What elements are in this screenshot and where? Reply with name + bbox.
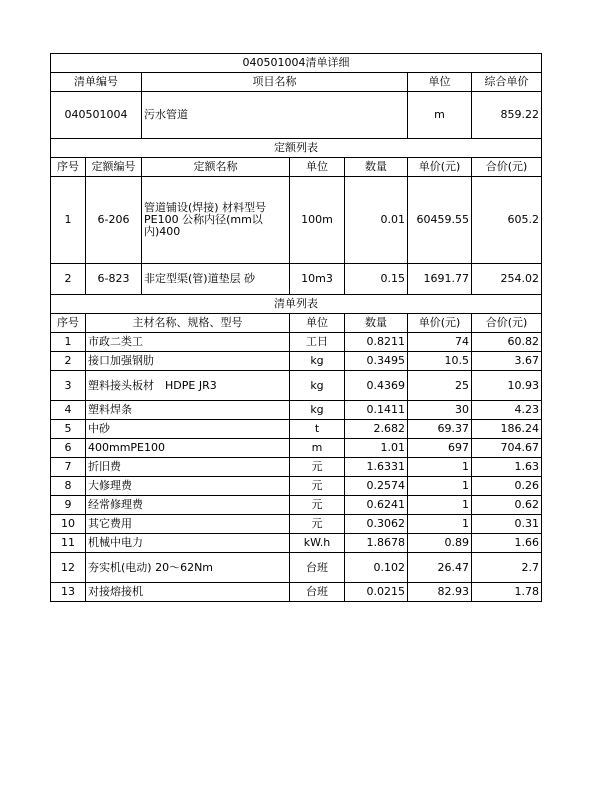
material-name: 400mmPE100 — [86, 439, 290, 458]
material-name: 接口加强钢肋 — [86, 352, 290, 371]
material-unit-price: 69.37 — [408, 420, 472, 439]
material-qty: 0.2574 — [345, 477, 408, 496]
material-qty: 0.102 — [345, 553, 408, 583]
material-unit-price: 1 — [408, 477, 472, 496]
project-name: 污水管道 — [142, 92, 408, 139]
quota-header-qty: 数量 — [345, 158, 408, 177]
material-total: 0.26 — [472, 477, 542, 496]
material-header-name: 主材名称、规格、型号 — [86, 314, 290, 333]
material-unit-price: 30 — [408, 401, 472, 420]
material-header-no: 序号 — [51, 314, 86, 333]
header-bill-code: 清单编号 — [51, 73, 142, 92]
material-no: 12 — [51, 553, 86, 583]
material-unit-price: 1 — [408, 496, 472, 515]
material-row — [51, 534, 542, 553]
quota-header-no: 序号 — [51, 158, 86, 177]
material-no: 9 — [51, 496, 86, 515]
material-header-qty: 数量 — [345, 314, 408, 333]
material-unit: 元 — [290, 458, 345, 477]
quota-no: 2 — [51, 264, 86, 295]
quota-unit-price: 1691.77 — [408, 264, 472, 295]
material-qty: 1.6331 — [345, 458, 408, 477]
quota-header-code: 定额编号 — [86, 158, 142, 177]
material-name: 大修理费 — [86, 477, 290, 496]
material-section-row — [51, 295, 542, 314]
material-no: 11 — [51, 534, 86, 553]
quota-code: 6-823 — [86, 264, 142, 295]
quota-row — [51, 264, 542, 295]
summary-header-row — [51, 73, 542, 92]
material-name: 中砂 — [86, 420, 290, 439]
summary-row — [51, 92, 542, 139]
material-row — [51, 333, 542, 352]
material-header-row — [51, 314, 542, 333]
title-row — [51, 54, 542, 73]
material-unit: 工日 — [290, 333, 345, 352]
bill-unit: m — [408, 92, 472, 139]
quota-no: 1 — [51, 177, 86, 264]
bill-code: 040501004 — [51, 92, 142, 139]
table-title: 040501004清单详细 — [51, 54, 542, 73]
material-no: 4 — [51, 401, 86, 420]
material-total: 704.67 — [472, 439, 542, 458]
material-total: 3.67 — [472, 352, 542, 371]
material-qty: 0.8211 — [345, 333, 408, 352]
material-total: 1.66 — [472, 534, 542, 553]
material-no: 10 — [51, 515, 86, 534]
material-no: 1 — [51, 333, 86, 352]
material-row — [51, 352, 542, 371]
material-total: 2.7 — [472, 553, 542, 583]
bill-detail-table — [50, 53, 542, 602]
material-qty: 0.1411 — [345, 401, 408, 420]
quota-total: 254.02 — [472, 264, 542, 295]
material-total: 186.24 — [472, 420, 542, 439]
material-name: 其它费用 — [86, 515, 290, 534]
material-unit: 台班 — [290, 553, 345, 583]
material-row — [51, 458, 542, 477]
material-no: 7 — [51, 458, 86, 477]
material-name: 对接熔接机 — [86, 583, 290, 602]
quota-code: 6-206 — [86, 177, 142, 264]
material-qty: 1.01 — [345, 439, 408, 458]
material-row — [51, 515, 542, 534]
quota-header-row — [51, 158, 542, 177]
material-row — [51, 439, 542, 458]
quota-row — [51, 177, 542, 264]
material-unit-price: 74 — [408, 333, 472, 352]
quota-unit: 10m3 — [290, 264, 345, 295]
material-section-title: 清单列表 — [51, 295, 542, 314]
material-row — [51, 496, 542, 515]
material-no: 5 — [51, 420, 86, 439]
material-row — [51, 371, 542, 401]
material-qty: 0.3495 — [345, 352, 408, 371]
material-unit: kg — [290, 352, 345, 371]
material-row — [51, 477, 542, 496]
material-total: 1.63 — [472, 458, 542, 477]
material-total: 0.62 — [472, 496, 542, 515]
material-row — [51, 420, 542, 439]
header-unit: 单位 — [408, 73, 472, 92]
material-total: 1.78 — [472, 583, 542, 602]
quota-name: 非定型渠(管)道垫层 砂 — [142, 264, 290, 295]
quota-header-unit-price: 单价(元) — [408, 158, 472, 177]
material-unit: 元 — [290, 496, 345, 515]
material-name: 折旧费 — [86, 458, 290, 477]
material-name: 机械中电力 — [86, 534, 290, 553]
material-no: 6 — [51, 439, 86, 458]
material-unit-price: 0.89 — [408, 534, 472, 553]
material-header-total: 合价(元) — [472, 314, 542, 333]
material-unit: kg — [290, 401, 345, 420]
material-total: 10.93 — [472, 371, 542, 401]
material-unit: 台班 — [290, 583, 345, 602]
material-unit-price: 26.47 — [408, 553, 472, 583]
material-unit-price: 82.93 — [408, 583, 472, 602]
material-unit: m — [290, 439, 345, 458]
material-header-unit: 单位 — [290, 314, 345, 333]
material-qty: 2.682 — [345, 420, 408, 439]
material-unit-price: 10.5 — [408, 352, 472, 371]
material-qty: 0.6241 — [345, 496, 408, 515]
material-no: 3 — [51, 371, 86, 401]
material-header-unit-price: 单价(元) — [408, 314, 472, 333]
material-unit: kg — [290, 371, 345, 401]
quota-qty: 0.01 — [345, 177, 408, 264]
material-unit-price: 697 — [408, 439, 472, 458]
material-no: 2 — [51, 352, 86, 371]
material-qty: 0.4369 — [345, 371, 408, 401]
material-name: 塑料焊条 — [86, 401, 290, 420]
quota-header-name: 定额名称 — [142, 158, 290, 177]
material-qty: 0.0215 — [345, 583, 408, 602]
material-total: 0.31 — [472, 515, 542, 534]
material-unit: 元 — [290, 477, 345, 496]
material-no: 8 — [51, 477, 86, 496]
material-name: 经常修理费 — [86, 496, 290, 515]
quota-unit: 100m — [290, 177, 345, 264]
material-unit-price: 1 — [408, 458, 472, 477]
material-name: 塑料接头板材 HDPE JR3 — [86, 371, 290, 401]
header-project-name: 项目名称 — [142, 73, 408, 92]
quota-total: 605.2 — [472, 177, 542, 264]
quota-section-row — [51, 139, 542, 158]
material-row — [51, 583, 542, 602]
quota-section-title: 定额列表 — [51, 139, 542, 158]
material-unit: 元 — [290, 515, 345, 534]
material-unit: t — [290, 420, 345, 439]
material-no: 13 — [51, 583, 86, 602]
material-name: 夯实机(电动) 20～62Nm — [86, 553, 290, 583]
quota-qty: 0.15 — [345, 264, 408, 295]
material-total: 60.82 — [472, 333, 542, 352]
material-name: 市政二类工 — [86, 333, 290, 352]
quota-header-unit: 单位 — [290, 158, 345, 177]
material-unit-price: 1 — [408, 515, 472, 534]
quota-name: 管道铺设(焊接) 材料型号PE100 公称内径(mm以内)400 — [142, 177, 290, 264]
material-row — [51, 553, 542, 583]
material-qty: 1.8678 — [345, 534, 408, 553]
material-unit-price: 25 — [408, 371, 472, 401]
material-row — [51, 401, 542, 420]
header-composite-price: 综合单价 — [472, 73, 542, 92]
quota-unit-price: 60459.55 — [408, 177, 472, 264]
material-total: 4.23 — [472, 401, 542, 420]
material-qty: 0.3062 — [345, 515, 408, 534]
composite-price: 859.22 — [472, 92, 542, 139]
quota-header-total: 合价(元) — [472, 158, 542, 177]
material-unit: kW.h — [290, 534, 345, 553]
